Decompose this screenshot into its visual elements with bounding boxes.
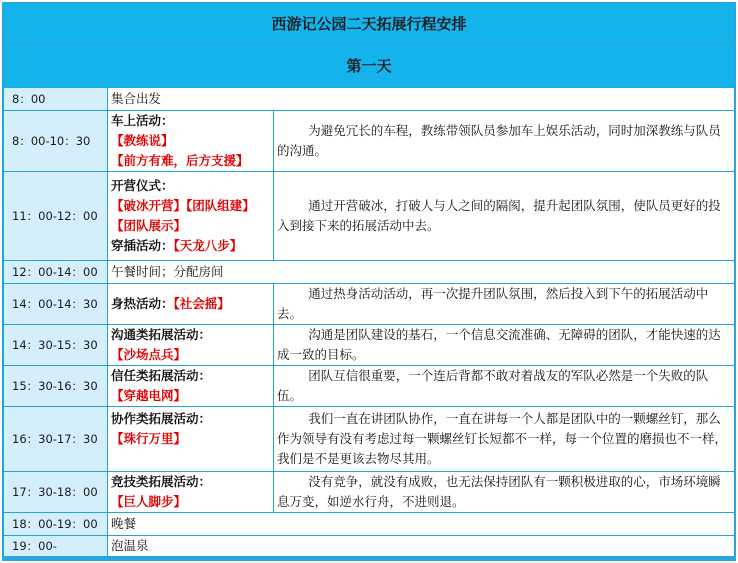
time-cell: 14：30-15：30 [4,325,108,366]
table-row [4,513,735,536]
description-text: 团队互信很重要，一个连后背都不敢对着战友的军队必然是一个失败的队伍。 [277,368,709,403]
time-cell: 8：00-10：30 [4,111,108,172]
activity-item: 【沙场点兵】 [111,347,187,362]
time-cell: 17：30-18：00 [4,472,108,513]
time-cell: 12：00-14：00 [4,261,108,284]
itinerary-table [3,3,735,557]
table-row [4,261,735,284]
table-row [4,88,735,111]
description-cell [274,172,735,261]
description-cell [274,325,735,366]
activity-item: 【前方有难，后方支援】 [111,153,249,168]
description-text: 没有竞争，就没有成败，也无法保持团队有一颗积极进取的心，市场环境瞬息万变，如逆水行舟，不进则退。 [277,474,721,509]
page-title: 西游记公园二天拓展行程安排 [4,4,735,45]
activity-text: 泡温泉 [108,536,735,557]
description-text: 为避免冗长的车程，教练带领队员参加车上娱乐活动，同时加深教练与队员的沟通。 [277,123,721,158]
table-row [4,407,735,472]
activity-item: 【团队展示】 [111,218,187,233]
table-row [4,325,735,366]
activity-item: 【破冰开营】【团队组建】 [111,198,255,213]
activity-item: 【社会摇】 [173,296,230,311]
activity-text: 晚餐 [108,513,735,536]
table-row [4,472,735,513]
description-text: 通过开营破冰，打破人与人之间的隔阂，提升起团队氛围，使队员更好的投入到接下来的拓展活动中去。 [277,198,721,233]
activity-cell [108,284,274,325]
itinerary-sheet [2,2,736,561]
activity-heading: 信任类拓展活动： [111,368,212,383]
title-row [4,4,735,45]
activity-line [111,236,270,256]
activity-cell [108,472,274,513]
table-row [4,536,735,557]
activity-line [111,294,270,314]
time-cell: 14：00-14：30 [4,284,108,325]
activity-item: 【教练说】 [111,133,174,148]
activity-item: 【天龙八步】 [173,238,243,253]
time-cell: 8：00 [4,88,108,111]
activity-text: 集合出发 [108,88,735,111]
table-row [4,366,735,407]
activity-heading: 协作类拓展活动： [111,411,212,426]
activity-item: 【珠行万里】 [111,431,187,446]
activity-heading: 身热活动： [111,296,174,311]
description-cell [274,366,735,407]
activity-cell [108,172,274,261]
table-row [4,111,735,172]
description-cell [274,472,735,513]
description-cell [274,111,735,172]
time-cell: 16：30-17：30 [4,407,108,472]
activity-cell [108,325,274,366]
activity-heading: 穿插活动： [111,238,174,253]
description-text: 我们一直在讲团队协作，一直在讲每一个人都是团队中的一颗螺丝钉，那么作为领导有没有考虑过每一颗螺丝钉长短都不一样，每一个位置的磨损也不一样，我们是不是更该去物尽其用。 [277,411,728,466]
description-text: 通过热身活动活动，再一次提升团队氛围，然后投入到下午的拓展活动中去。 [277,286,709,321]
activity-heading: 车上活动： [111,113,174,128]
time-cell: 11：00-12：00 [4,172,108,261]
activity-heading: 开营仪式： [111,178,174,193]
description-text: 沟通是团队建设的基石，一个信息交流准确、无障碍的团队，才能快速的达成一致的目标。 [277,327,721,362]
activity-item: 【巨人脚步】 [111,494,187,509]
activity-item: 【穿越电网】 [111,388,187,403]
activity-cell [108,407,274,472]
time-cell: 18：00-19：00 [4,513,108,536]
activity-cell [108,366,274,407]
day-heading: 第一天 [4,45,735,88]
time-cell: 19：00- [4,536,108,557]
day-row [4,45,735,88]
table-row [4,172,735,261]
activity-heading: 竞技类拓展活动： [111,474,212,489]
time-cell: 15：30-16：30 [4,366,108,407]
activity-heading: 沟通类拓展活动： [111,327,212,342]
description-cell [274,407,735,472]
description-cell [274,284,735,325]
table-row [4,284,735,325]
activity-text: 午餐时间；分配房间 [108,261,735,284]
activity-cell [108,111,274,172]
